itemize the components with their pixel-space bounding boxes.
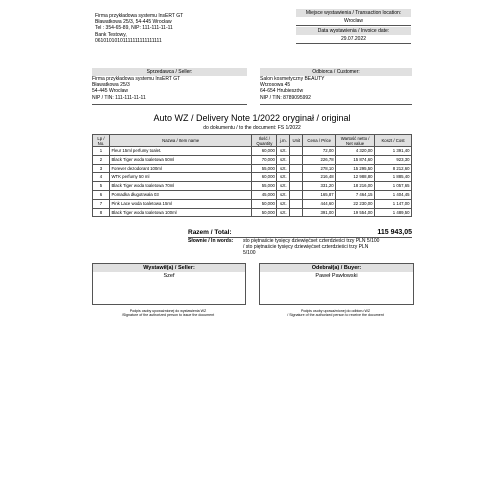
customer-line: Wrzosowa 45 [260, 82, 291, 89]
cell-qty: 50,000 [252, 199, 277, 208]
received-by-box [259, 263, 414, 305]
cell-no: 7 [93, 199, 110, 208]
issued-by-note-line: /Signature of the authorized person to issue the document [121, 313, 215, 318]
cell-cost: 1 489,50 [375, 208, 412, 217]
cell-unit: szt. [277, 147, 290, 156]
col-lp: Lp / No. [93, 135, 110, 147]
cell-price: 331,20 [303, 182, 336, 191]
table-row [93, 173, 412, 182]
table-row [93, 208, 412, 217]
cell-unit: szt. [277, 155, 290, 164]
col-name: Nazwa / Item name [109, 135, 251, 147]
col-price: Cena / Price [303, 135, 336, 147]
cell-name: Black Tiger woda toaletowa 70ml [109, 182, 251, 191]
customer-label: Odbiorca / Customer: [260, 68, 412, 76]
cell-no: 6 [93, 190, 110, 199]
cell-cost: 1 404,45 [375, 190, 412, 199]
cell-price: 391,00 [303, 208, 336, 217]
cell-name: Pink Lace woda toaletowa 15ml [109, 199, 251, 208]
cell-cost: 923,30 [375, 155, 412, 164]
cell-name: Pomadka długotrwała 03 [109, 190, 251, 199]
date-value: 29.07.2022 [296, 35, 411, 44]
document-subtitle: do dokumentu / to the document: FS 1/2022 [203, 125, 301, 131]
total-label: Razem / Total: [188, 229, 232, 236]
table-row [93, 155, 412, 164]
cell-vat [290, 147, 303, 156]
cell-net: 18 216,00 [336, 182, 375, 191]
cell-unit: szt. [277, 199, 290, 208]
cell-qty: 60,000 [252, 147, 277, 156]
cell-unit: szt. [277, 190, 290, 199]
issued-by-label: Wystawił(a) / Seller: [93, 264, 245, 272]
table-row [93, 147, 412, 156]
cell-price: 444,60 [303, 199, 336, 208]
col-cost: Koszt / Cost [375, 135, 412, 147]
total-row [188, 228, 412, 238]
cell-vat [290, 182, 303, 191]
cell-name: Black Tiger woda toaletowa 50ml [109, 155, 251, 164]
issued-by-note [92, 309, 244, 318]
seller-line: 54-445 Wrocław [92, 88, 129, 95]
received-by-name: Paweł Pawłowski [315, 273, 358, 279]
cell-qty: 50,000 [252, 208, 277, 217]
col-vat: Unit [290, 135, 303, 147]
cell-no: 2 [93, 155, 110, 164]
cell-net: 4 320,00 [336, 147, 375, 156]
cell-cost: 1 391,40 [375, 147, 412, 156]
total-words-line: / sto piętnaście tysięcy dziewięćset czterdzieści trzy PLN [243, 244, 369, 251]
seller-line: Firma przykładowa systemu InsERT GT [92, 76, 181, 82]
cell-qty: 45,000 [252, 190, 277, 199]
cell-price: 216,48 [303, 173, 336, 182]
total-value: 115 943,05 [377, 229, 412, 236]
cell-unit: szt. [277, 182, 290, 191]
seller-label: Sprzedawca / Seller: [92, 68, 247, 76]
cell-cost: 8 212,60 [375, 164, 412, 173]
cell-cost: 1 057,65 [375, 182, 412, 191]
cell-net: 15 295,50 [336, 164, 375, 173]
date-label: Data wystawienia / Invoice date: [296, 27, 411, 35]
issuer-line: Firma przykładowa systemu InsERT GT [95, 13, 184, 19]
cell-price: 226,78 [303, 155, 336, 164]
cell-vat [290, 190, 303, 199]
col-net: Wartość netto / Net value [336, 135, 375, 147]
cell-net: 12 988,80 [336, 173, 375, 182]
cell-unit: szt. [277, 164, 290, 173]
issuer-line: 06101010101111111111111111 [95, 37, 162, 44]
table-row [93, 199, 412, 208]
cell-unit: szt. [277, 173, 290, 182]
document-title: Auto WZ / Delivery Note 1/2022 oryginał / original [153, 113, 351, 123]
issuer-line: Tel : 354-65-89, NIP: 111-111-11-11 [95, 25, 173, 32]
total-words-label: Słownie / In words: [188, 238, 234, 244]
cell-vat [290, 199, 303, 208]
table-row [93, 190, 412, 199]
cell-vat [290, 164, 303, 173]
cell-name: WTK perfumy 50 ml [109, 173, 251, 182]
place-value: Wrocław [296, 17, 411, 26]
col-qty: Ilość / Quantity [252, 135, 277, 147]
col-unit: j.m. [277, 135, 290, 147]
cell-net: 7 464,15 [336, 190, 375, 199]
total-words-line: 5/100 [243, 250, 256, 257]
seller-block [92, 76, 247, 105]
issuer-line: Bławatkowa 25/3, 54-445 Wrocław [95, 19, 172, 26]
customer-line: NIP / TIN: 8789095992 [260, 94, 311, 101]
items-table [92, 134, 412, 217]
issued-by-name: Szef [163, 273, 175, 279]
received-by-label: Odebrał(a) / Buyer: [260, 264, 413, 272]
table-row [93, 164, 412, 173]
issued-by-box [92, 263, 246, 305]
cell-no: 4 [93, 173, 110, 182]
total-words-line: sto piętnaście tysięcy dziewięćset czterdzieści trzy PLN 5/100 [243, 238, 380, 244]
cell-no: 1 [93, 147, 110, 156]
customer-line: 64-654 Hrubieszów [260, 88, 304, 95]
cell-cost: 1 147,00 [375, 199, 412, 208]
cell-net: 19 554,00 [336, 208, 375, 217]
cell-vat [290, 155, 303, 164]
issuer-line: Bank Testowy, [95, 31, 127, 38]
cell-qty: 55,000 [252, 164, 277, 173]
cell-net: 22 230,00 [336, 199, 375, 208]
cell-vat [290, 173, 303, 182]
cell-no: 5 [93, 182, 110, 191]
cell-price: 278,10 [303, 164, 336, 173]
seller-line: NIP / TIN: 111-111-11-11 [92, 94, 146, 101]
place-label: Miejsce wystawienia / Transaction location: [296, 9, 411, 17]
cell-unit: szt. [277, 208, 290, 217]
cell-qty: 60,000 [252, 173, 277, 182]
cell-price: 72,00 [303, 147, 336, 156]
issuer-block [95, 13, 245, 44]
cell-no: 3 [93, 164, 110, 173]
received-by-note-line: / Signature of the authorized person to receive the document [287, 313, 384, 318]
cell-name: Forever dezodorant 100ml [109, 164, 251, 173]
issued-by-note-line: Podpis osoby upoważnionej do wystawienia WZ [129, 309, 207, 313]
seller-line: Bławatkowa 25/3 [92, 82, 130, 89]
received-by-note [259, 309, 412, 318]
cell-qty: 55,000 [252, 182, 277, 191]
cell-vat [290, 208, 303, 217]
customer-line: Salon kosmetyczny BEAUTY [260, 76, 325, 82]
customer-block [260, 76, 412, 105]
cell-qty: 70,000 [252, 155, 277, 164]
cell-price: 165,87 [303, 190, 336, 199]
total-words [243, 238, 413, 257]
received-by-note-line: Podpis osoby upoważnionej do odbioru WZ [300, 309, 371, 313]
cell-name: Fleur 15ml perfumy toalet. [109, 147, 251, 156]
cell-name: Black Tiger woda toaletowa 100ml [109, 208, 251, 217]
table-row [93, 182, 412, 191]
cell-no: 8 [93, 208, 110, 217]
table-header-row [93, 135, 412, 147]
cell-cost: 1 885,40 [375, 173, 412, 182]
cell-net: 15 874,60 [336, 155, 375, 164]
